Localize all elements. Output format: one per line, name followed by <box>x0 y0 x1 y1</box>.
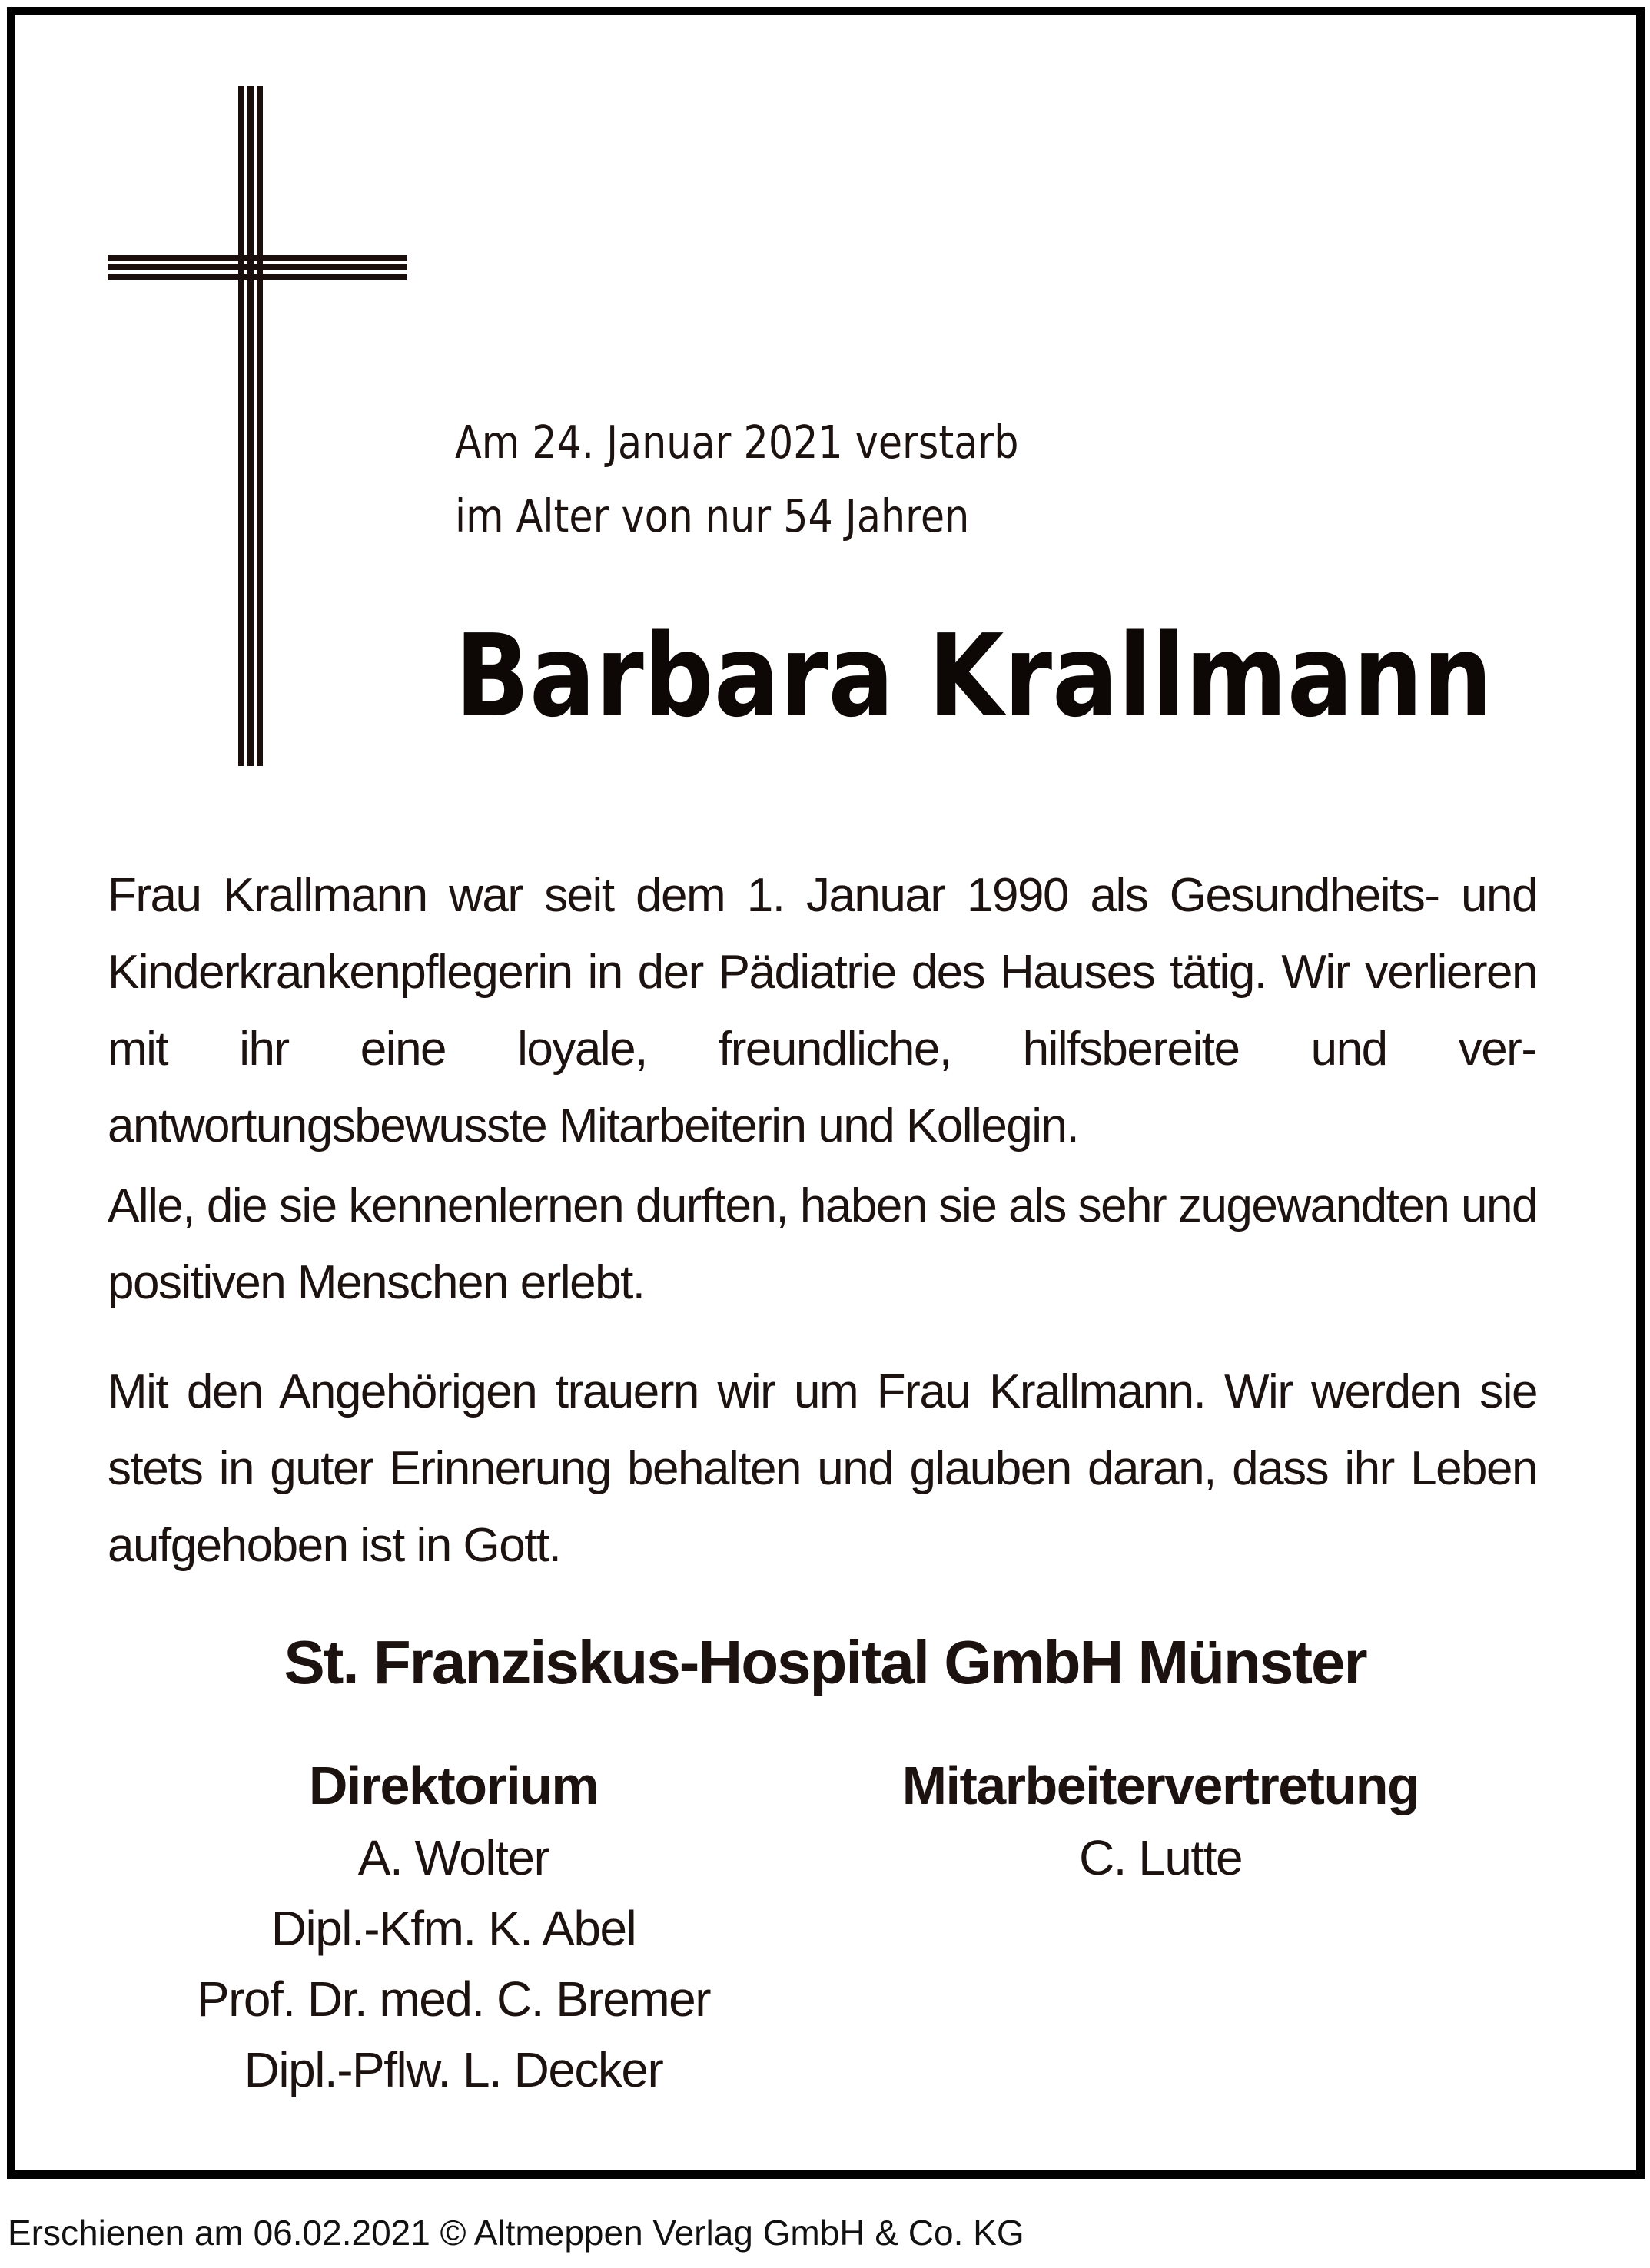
directorate-heading: Direktorium <box>308 1756 599 1815</box>
signatory: Prof. Dr. med. C. Bremer <box>196 1971 711 2027</box>
staff-council-signatures <box>807 1753 1514 1893</box>
paragraph-condolence: Mit den Angehörigen trauern wir um Frau Krallmann. Wir werden sie stets in guter Erinnerung behalten und glauben daran, dass ihr Leben aufgehoben ist in Gott. <box>108 1365 1537 1572</box>
death-announcement-intro <box>455 406 1018 553</box>
signatory: Dipl.-Kfm. K. Abel <box>271 1901 636 1956</box>
cross-icon <box>108 86 407 766</box>
paragraph-career: Frau Krallmann war seit dem 1. Januar 1990 als Gesundheits- und Kinderkrankenpflegerin in der Pädiatrie des Hauses tätig. Wir verlieren mit ihr eine loyale, freundliche, hilfsbereite und verantwortungsbewusste Mitarbeiterin und Kollegin. <box>108 869 1537 1152</box>
signatory: C. Lutte <box>1078 1830 1243 1885</box>
signatory: Dipl.-Pflw. L. Decker <box>244 2042 663 2097</box>
paragraph-character: Alle, die sie kennenlernen durften, haben sie als sehr zugewandten und positiven Menschen erlebt. <box>108 1179 1537 1309</box>
signatory: A. Wolter <box>357 1830 549 1885</box>
publication-footer: Erschienen am 06.02.2021 © Altmeppen Verlag GmbH & Co. KG <box>8 2213 1024 2253</box>
staff-council-heading: Mitarbeitervertretung <box>901 1756 1419 1815</box>
directorate-signatures <box>131 1753 776 2105</box>
intro-age-line: im Alter von nur 54 Jahren <box>455 489 970 542</box>
intro-date-line: Am 24. Januar 2021 verstarb <box>455 416 1019 469</box>
deceased-name: Barbara Krallmann <box>455 610 1492 742</box>
organization-name: St. Franziskus-Hospital GmbH Münster <box>284 1628 1366 1696</box>
